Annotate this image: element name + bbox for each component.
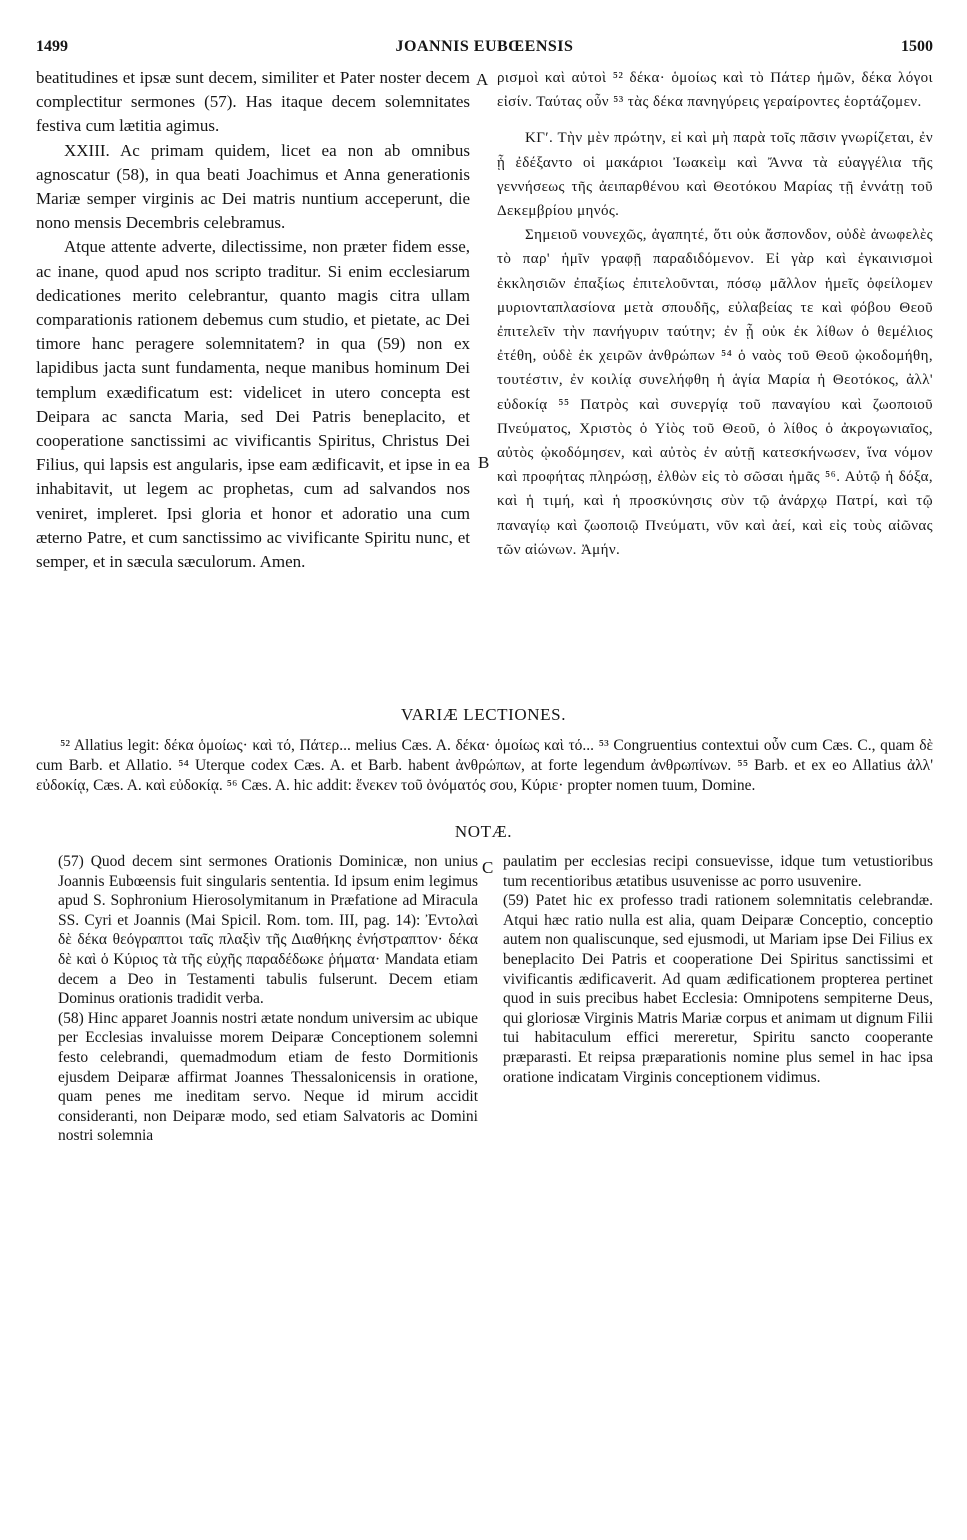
- greek-paragraph-2: ΚΓʹ. Τὴν μὲν πρώτην, εἰ καὶ μὴ παρὰ τοῖς πᾶσιν γνωρίζεται, ἐν ᾗ ἐδέξαντο οἱ μακάριοι Ἰωακεὶμ καὶ Ἄννα τὰ εὐαγγέλια τῆς γεννήσεως τῆς ἀειπαρθένου καὶ Θεοτόκου Μαρίας τῇ ἐννάτῃ τοῦ Δεκεμβρίου μηνός.: [497, 130, 933, 220]
- page-number-right: 1500: [901, 38, 933, 55]
- running-title: JOANNIS EUBŒENSIS: [395, 38, 574, 55]
- running-header: [36, 38, 933, 60]
- greek-paragraph-1: ρισμοὶ καὶ αὐτοὶ ⁵² δέκα· ὁμοίως καὶ τὸ Πάτερ ἡμῶν, δέκα λόγοι εἰσίν. Ταύτας οὖν ⁵³ τὰς δέκα πανηγύρεις γεραίροντες ἑορτάζομεν.: [497, 70, 933, 111]
- margin-mark-a: A: [476, 70, 489, 89]
- latin-paragraph-1: beatitudines et ipsæ sunt decem, similiter et Pater noster decem complectitur sermones (57). Has itaque decem solemnitates festiva cum lætitia agimus.: [36, 68, 470, 136]
- greek-paragraph-3: Σημειοῦ νουνεχῶς, ἀγαπητέ, ὅτι οὐκ ἄσπονδον, οὐδὲ ἀνωφελὲς τὸ παρ' ἡμῖν γραφῇ παραδιδόμενον. Εἰ γὰρ καὶ ἐγκαινισμοὶ ἐκκλησιῶν ἐπαξίως ἐπιτελοῦνται, πόσῳ μᾶλλον ἡμεῖς ὀφείλομεν μυριονταπλασίονα μετὰ σπουδῆς, εὐλαβείας τε καὶ φόβου Θεοῦ ἐπιτελεῖν τὴν πανήγυριν ταύτην; ἐν ᾗ οὐκ ἐκ λίθων ὁ θεμέλιος ἐτέθη, οὐδὲ ἐκ χειρῶν ἀνθρώπων ⁵⁴ ὁ ναὸς τοῦ Θεοῦ ᾠκοδομήθη, τουτέστιν, ἐν κοιλίᾳ συνελήφθη ἡ ἁγία Μαρία ἡ Θεοτόκος, ἀλλ' εὐδοκίᾳ ⁵⁵ Πατρὸς καὶ συνεργίᾳ τοῦ παναγίου καὶ ζωοποιοῦ Πνεύματος, Χριστὸς ὁ Υἱὸς τοῦ Θεοῦ, ὁ λίθος ὁ ἀκρογωνιαῖος, αὐτὸς ᾠκοδόμησεν, καὶ αὐτὸς ἐν αὐτῇ κατεσκήνωσεν, ἵνα νόμον καὶ προφήτας πληρώσῃ, ἐλθὼν εἰς τὸ σῶσαι ἡμᾶς ⁵⁶. Αὐτῷ ἡ δόξα, καὶ ἡ τιμή, καὶ ἡ προσκύνησις σὺν τῷ ἀνάρχῳ Πατρί, καὶ τῷ παναγίῳ καὶ ζωοποιῷ Πνεύματι, νῦν καὶ ἀεί, καὶ εἰς τοὺς αἰῶνας τῶν αἰώνων. Ἀμήν.: [497, 227, 933, 558]
- margin-mark-c: C: [482, 858, 494, 877]
- note-59: (59) Patet hic ex professo tradi rationem solemnitatis celebrandæ. Atqui hæc ratio nulla est alia, quam Deiparæ Conceptio, conceptio autem non qualiscunque, sed ejusmodi, ut Mariam ipse Dei Filius ex beneplacito Dei Patris et cooperatione Dei Spiritus sanctissimi et vivificantis ædificaverit. Ad quam ædificationem propterea pertinet quod in suis precibus habet Ecclesia: Omnipotens sempiterne Deus, qui gloriosæ Virginis Matris Mariæ corpus et animam ut dignum Filii tui habitaculum effici mereretur, Spiritu sancto cooperante præparasti. Et reipsa præparationis nomine plus semel in hac ipsa oratione indicatam Virginis conceptionem vidimus.: [503, 892, 933, 1086]
- note-58-continued: paulatim per ecclesias recipi consuevisse, idque tum vetustioribus tum recentioribus ætatibus usuvenisse ac porro usuvenire.: [503, 853, 933, 890]
- latin-column: [36, 66, 470, 574]
- greek-column: [497, 66, 933, 562]
- variae-text: ⁵² Allatius legit: δέκα ὁμοίως· καὶ τό, Πάτερ... melius Cæs. A. δέκα· ὁμοίως καὶ τό... ⁵³ Congruentius contextui οὖν cum Cæs. C., quam δὲ cum Barb. et Allatio. ⁵⁴ Uterque codex Cæs. A. et Barb. habent ἀνθρώπων, at forte legendum ἀνθρωπίνων. ⁵⁵ Barb. et ex eo Allatius ἀλλ' εὐδοκίᾳ, Cæs. A. καὶ εὐδοκίᾳ. ⁵⁶ Cæs. A. hic addit: ἕνεκεν τοῦ ὀνόματός σου, Κύριε· propter nomen tuum, Domine.: [36, 737, 933, 794]
- notae-heading: NOTÆ.: [454, 822, 513, 841]
- latin-paragraph-2: XXIII. Ac primam quidem, licet ea non ab omnibus agnoscatur (58), in qua beati Joachimus et Anna generationis Mariæ semper virginis ac Dei matris nuntium acceperunt, die nono mensis Decembris celebramus.: [36, 140, 470, 233]
- note-58: (58) Hinc apparet Joannis nostri ætate nondum universim ac ubique per Ecclesias invaluisse morem Deiparæ Conceptionem solemni festo celebrandi, quemadmodum etiam de festo Dormitionis ejusdem Deiparæ affirmat Joannes Thessalonicensis in oratione, quam penes me ineditam servo. Neque id mirum accidit consideranti, non Deiparæ modo, sed etiam Salvatoris ac Domini nostri solemnia: [58, 1009, 478, 1145]
- margin-mark-b: B: [478, 453, 490, 472]
- variae-heading: VARIÆ LECTIONES.: [400, 705, 567, 724]
- notes-right-column: [503, 852, 933, 1087]
- page-number-left: 1499: [36, 38, 68, 55]
- latin-paragraph-3: Atque attente adverte, dilectissime, non præter fidem esse, ac inane, quod apud nos scripto traditur. Si enim ecclesiarum dedicationes merito celebrantur, quanto magis citra ullam comparationis rationem debemus cum studio, et pietate, ac Dei timore hanc peragere solemnitatem? in qua (59) non ex lapidibus jacta sunt fundamenta, neque manibus hominum Dei templum exædificatum est: videlicet in utero concepta est Deipara ac sancta Maria, sed Dei Patris beneplacito, et cooperatione sanctissimi ac vivificantis Spiritus, Christus Dei Filius, qui lapsis est angularis, ipse eam ædificavit, et ipse in ea inhabitavit, ut legem ac prophetas, cum ad salvandos nos veniret, impleret. Ipsi gloria et honor et adoratio una cum æterno Patre, et cum sanctissimo ac vivificante Spiritu nunc, et semper, et in sæcula sæculorum. Amen.: [36, 237, 470, 572]
- notes-left-column: [58, 852, 478, 1146]
- note-57: (57) Quod decem sint sermones Orationis Dominicæ, non unius Joannis Eubœensis fuit singularis sententia. Id ipsum enim legimus apud S. Sophronium Hierosolymitanum in Præfatione ad Miracula SS. Cyri et Joannis (Mai Spicil. Rom. tom. III, pag. 14): Ἐντολαὶ δὲ δέκα θεόγραπτοι ταῖς πλαξὶν τῆς Διαθήκης ἐνήστραπτον· δέκα δὲ καὶ ὁ Κύριος τὰ τῆς εὐχῆς παραδέδωκε ῥήματα· Mandata etiam decem a Deo in Testamenti tabulis fulserunt. Decem etiam Dominus orationis tradidit verba.: [58, 853, 478, 1008]
